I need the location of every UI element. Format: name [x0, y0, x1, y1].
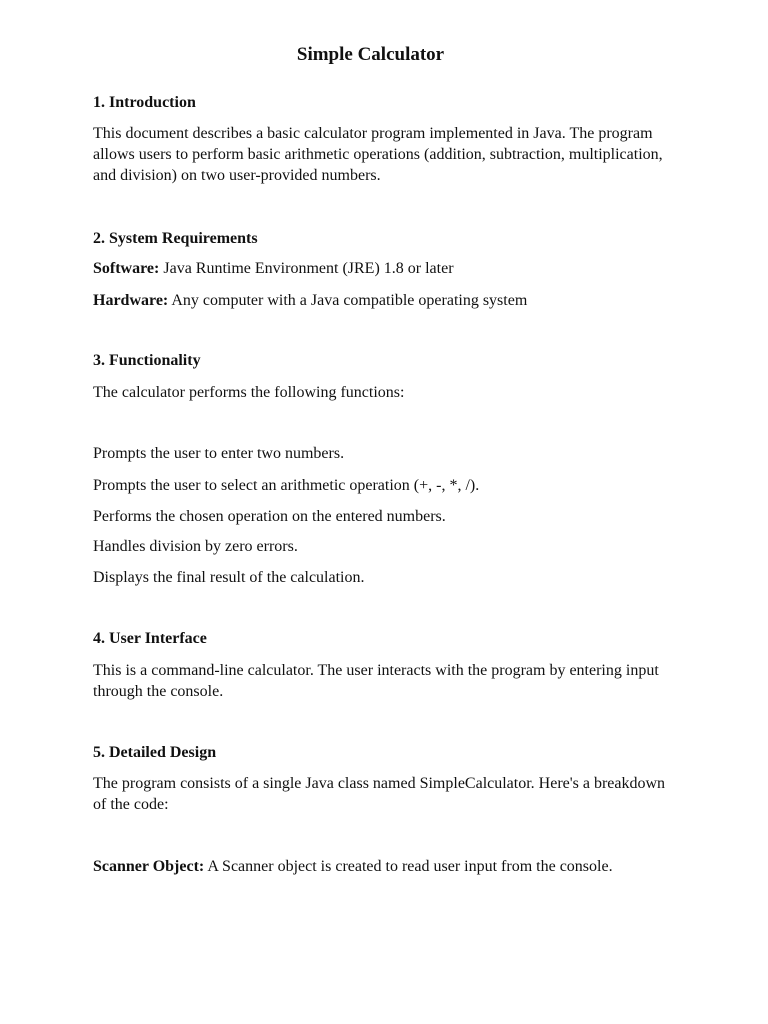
introduction-paragraph: This document describes a basic calculator program implemented in Java. The program allows users to perform basic arithmetic operations (addition, subtraction, multiplication, and division) on two user-provided numbers.	[93, 125, 663, 184]
scanner-object-label: Scanner Object:	[93, 858, 205, 875]
section-heading-user-interface: 4. User Interface	[93, 630, 207, 647]
section-heading-detailed-design: 5. Detailed Design	[93, 744, 217, 761]
scanner-object-text: A Scanner object is created to read user input from the console.	[204, 858, 613, 875]
function-item: Prompts the user to enter two numbers.	[93, 445, 345, 462]
function-item: Prompts the user to select an arithmetic operation (+, -, *, /).	[93, 477, 480, 494]
section-heading-system-requirements: 2. System Requirements	[93, 230, 258, 247]
detailed-design-paragraph: The program consists of a single Java class named SimpleCalculator. Here's a breakdown of the code:	[93, 775, 666, 813]
function-item: Performs the chosen operation on the entered numbers.	[93, 508, 446, 525]
section-heading-introduction: 1. Introduction	[93, 94, 196, 111]
document-page	[93, 0, 678, 1024]
hardware-requirement	[93, 290, 678, 311]
user-interface-paragraph: This is a command-line calculator. The user interacts with the program by entering input through the console.	[93, 662, 659, 700]
scanner-object-paragraph	[93, 856, 678, 877]
section-heading-functionality: 3. Functionality	[93, 352, 201, 369]
function-item: Handles division by zero errors.	[93, 538, 298, 555]
hardware-label: Hardware:	[93, 292, 169, 309]
software-requirement	[93, 258, 678, 279]
software-text: Java Runtime Environment (JRE) 1.8 or later	[159, 260, 454, 277]
page-title: Simple Calculator	[296, 44, 445, 65]
hardware-text: Any computer with a Java compatible operating system	[168, 292, 528, 309]
software-label: Software:	[93, 260, 160, 277]
functionality-intro: The calculator performs the following functions:	[93, 384, 405, 401]
function-item: Displays the final result of the calculation.	[93, 569, 365, 586]
